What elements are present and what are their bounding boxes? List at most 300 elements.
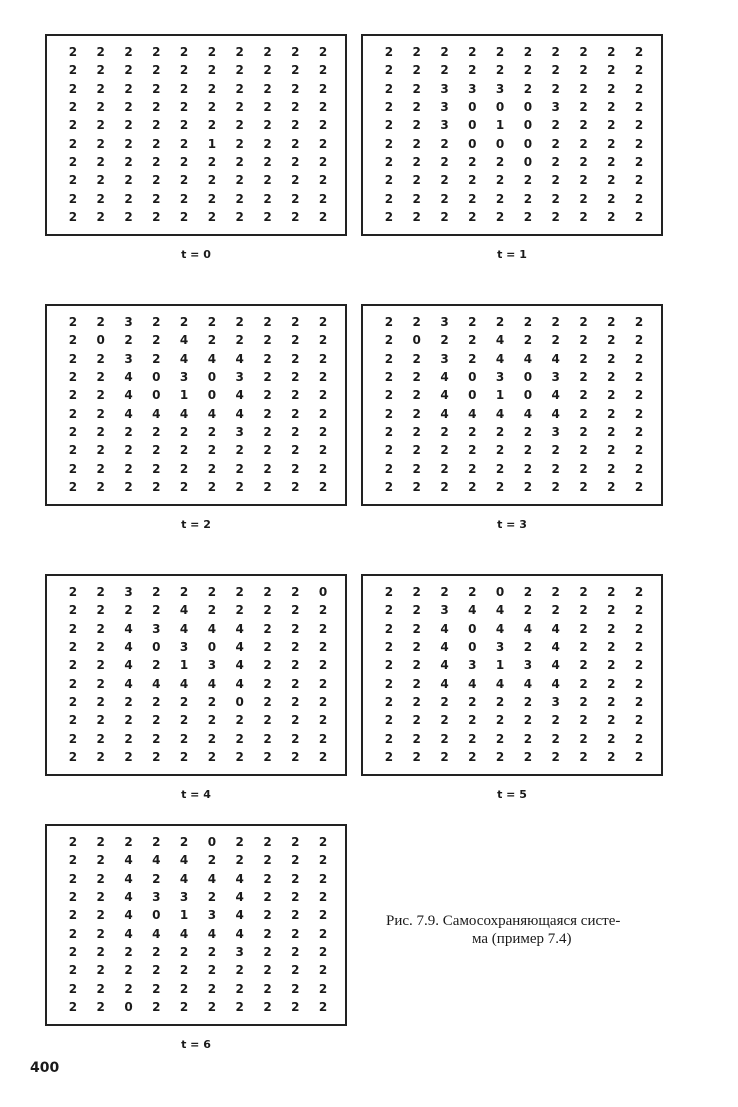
grid-cell: 2 (235, 118, 244, 133)
grid-cell: 2 (607, 621, 616, 636)
grid-cell: 2 (634, 694, 644, 709)
grid-cell: 2 (96, 603, 105, 618)
grid-cell: 2 (263, 981, 272, 996)
grid-cell: 2 (318, 603, 328, 618)
grid-cell: 2 (96, 118, 105, 133)
grid-cell: 2 (318, 118, 328, 133)
grid-cell: 2 (152, 694, 161, 709)
grid-cell: 2 (440, 694, 449, 709)
grid-cell: 2 (468, 694, 477, 709)
grid-cell: 2 (179, 479, 189, 494)
grid-cell: 2 (412, 209, 421, 224)
grid-cell: 2 (384, 154, 394, 169)
grid-cell: 2 (291, 388, 300, 403)
grid-cell: 2 (96, 640, 105, 655)
grid-cell: 4 (207, 406, 217, 421)
grid-cell: 2 (579, 676, 588, 691)
grid-cell: 2 (96, 100, 105, 115)
grid-cell: 2 (263, 640, 272, 655)
grid-cell: 2 (495, 461, 505, 476)
grid-cell: 4 (152, 406, 161, 421)
grid-cell: 2 (152, 871, 161, 886)
grid-cell: 2 (551, 173, 560, 188)
grid-cell: 2 (291, 351, 300, 366)
grid-cell: 2 (152, 658, 161, 673)
grid-cell: 2 (96, 191, 105, 206)
grid-cell: 4 (179, 406, 189, 421)
grid-cell: 2 (207, 154, 217, 169)
grid-cell: 2 (579, 640, 588, 655)
grid-cell: 2 (523, 191, 533, 206)
grid-cell: 2 (384, 209, 394, 224)
grid-cell: 2 (152, 136, 161, 151)
grid-cell: 4 (179, 603, 189, 618)
grid-cell: 2 (318, 640, 328, 655)
grid-cell: 2 (124, 981, 133, 996)
grid-cell: 2 (263, 406, 272, 421)
grid-cell: 2 (152, 63, 161, 78)
grid-cell: 2 (384, 388, 394, 403)
grid-cell: 2 (68, 749, 78, 764)
grid-cell: 2 (235, 100, 244, 115)
grid-cell: 2 (96, 890, 105, 905)
grid-cell: 2 (579, 749, 588, 764)
grid-cell: 2 (384, 603, 394, 618)
grid-cell: 2 (152, 999, 161, 1014)
grid-cell: 2 (468, 731, 477, 746)
grid-cell: 2 (634, 621, 644, 636)
grid-cell: 4 (124, 890, 133, 905)
grid-cell: 2 (318, 963, 328, 978)
grid-cell: 3 (440, 351, 449, 366)
grid-cell: 2 (96, 676, 105, 691)
grid-cell: 2 (634, 333, 644, 348)
grid-cell: 2 (235, 981, 244, 996)
grid-cell: 2 (179, 154, 189, 169)
grid-cell: 2 (124, 731, 133, 746)
grid-panel-5 (361, 574, 663, 776)
grid-cell: 2 (179, 713, 189, 728)
grid-cell: 3 (235, 370, 244, 385)
grid-cell: 2 (291, 640, 300, 655)
grid-cell: 2 (607, 640, 616, 655)
grid-cell: 2 (263, 100, 272, 115)
grid-cell: 2 (68, 926, 78, 941)
grid-cell: 2 (124, 81, 133, 96)
grid-cell: 2 (318, 388, 328, 403)
grid-cell: 2 (96, 154, 105, 169)
grid-cell: 0 (468, 118, 477, 133)
grid-cell: 2 (96, 621, 105, 636)
grid-cell: 2 (495, 479, 505, 494)
grid-cell: 2 (152, 749, 161, 764)
grid-cell: 4 (468, 406, 477, 421)
grid-cell: 2 (263, 479, 272, 494)
grid-cell: 2 (551, 154, 560, 169)
grid-cell: 2 (551, 63, 560, 78)
grid-cell: 2 (440, 443, 449, 458)
grid-cell: 0 (207, 640, 217, 655)
grid-cell: 2 (412, 136, 421, 151)
grid-cell: 2 (495, 315, 505, 330)
grid-cell: 2 (318, 81, 328, 96)
grid-cell: 2 (263, 944, 272, 959)
grid-cell: 4 (235, 676, 244, 691)
grid-cell: 2 (68, 871, 78, 886)
grid-cell: 2 (495, 63, 505, 78)
grid-cell: 2 (263, 908, 272, 923)
grid-cell: 2 (634, 315, 644, 330)
grid-cell: 0 (124, 999, 133, 1014)
grid-cell: 4 (440, 406, 449, 421)
grid-cell: 2 (412, 461, 421, 476)
grid-cell: 2 (318, 658, 328, 673)
grid-cell: 4 (235, 621, 244, 636)
grid-cell: 2 (263, 45, 272, 60)
grid-cell: 2 (68, 731, 78, 746)
grid-cell: 2 (384, 370, 394, 385)
grid-cell: 2 (291, 63, 300, 78)
grid-cell: 2 (318, 926, 328, 941)
state-grid (59, 313, 337, 496)
grid-cell: 2 (412, 370, 421, 385)
time-step-label: t = 4 (181, 788, 211, 801)
grid-cell: 3 (152, 621, 161, 636)
grid-cell: 2 (291, 45, 300, 60)
grid-cell: 2 (263, 658, 272, 673)
grid-cell: 2 (235, 173, 244, 188)
grid-cell: 0 (468, 370, 477, 385)
grid-cell: 2 (607, 713, 616, 728)
grid-cell: 2 (68, 63, 78, 78)
grid-cell: 3 (495, 640, 505, 655)
grid-cell: 2 (318, 890, 328, 905)
grid-cell: 2 (579, 388, 588, 403)
grid-cell: 2 (235, 963, 244, 978)
grid-cell: 3 (152, 890, 161, 905)
grid-cell: 2 (235, 749, 244, 764)
grid-cell: 2 (291, 658, 300, 673)
grid-cell: 2 (634, 603, 644, 618)
grid-cell: 2 (263, 676, 272, 691)
grid-cell: 2 (318, 209, 328, 224)
grid-cell: 2 (207, 999, 217, 1014)
grid-cell: 2 (152, 333, 161, 348)
grid-cell: 2 (468, 209, 477, 224)
grid-cell: 4 (551, 621, 560, 636)
grid-cell: 2 (318, 694, 328, 709)
grid-cell: 2 (384, 658, 394, 673)
grid-cell: 2 (179, 63, 189, 78)
grid-cell: 2 (384, 731, 394, 746)
grid-cell: 2 (551, 45, 560, 60)
grid-cell: 2 (634, 585, 644, 600)
grid-cell: 3 (551, 424, 560, 439)
grid-cell: 2 (412, 676, 421, 691)
grid-cell: 0 (152, 370, 161, 385)
grid-cell: 2 (495, 694, 505, 709)
grid-cell: 2 (412, 100, 421, 115)
grid-cell: 2 (384, 45, 394, 60)
grid-cell: 2 (263, 63, 272, 78)
grid-cell: 2 (124, 173, 133, 188)
grid-cell: 2 (607, 658, 616, 673)
grid-cell: 2 (607, 585, 616, 600)
grid-cell: 2 (207, 603, 217, 618)
grid-panel-6 (45, 824, 347, 1026)
grid-cell: 2 (207, 944, 217, 959)
grid-cell: 2 (384, 100, 394, 115)
grid-cell: 2 (207, 479, 217, 494)
grid-cell: 2 (468, 749, 477, 764)
grid-cell: 2 (634, 118, 644, 133)
grid-cell: 2 (579, 731, 588, 746)
grid-cell: 2 (318, 63, 328, 78)
grid-cell: 2 (634, 388, 644, 403)
grid-cell: 2 (152, 713, 161, 728)
grid-cell: 2 (318, 406, 328, 421)
grid-cell: 2 (551, 731, 560, 746)
grid-cell: 2 (179, 209, 189, 224)
grid-cell: 2 (384, 461, 394, 476)
grid-cell: 2 (291, 315, 300, 330)
grid-cell: 2 (68, 658, 78, 673)
grid-cell: 2 (152, 944, 161, 959)
grid-cell: 2 (152, 315, 161, 330)
grid-cell: 4 (523, 406, 533, 421)
grid-cell: 3 (179, 890, 189, 905)
grid-cell: 2 (384, 640, 394, 655)
grid-cell: 2 (523, 640, 533, 655)
grid-cell: 2 (318, 835, 328, 850)
grid-cell: 2 (495, 731, 505, 746)
grid-cell: 2 (152, 479, 161, 494)
grid-cell: 2 (495, 191, 505, 206)
grid-cell: 2 (96, 981, 105, 996)
state-grid (375, 43, 653, 226)
grid-cell: 4 (124, 621, 133, 636)
grid-cell: 4 (551, 658, 560, 673)
grid-cell: 2 (579, 370, 588, 385)
grid-cell: 0 (207, 370, 217, 385)
grid-cell: 2 (468, 585, 477, 600)
grid-cell: 4 (179, 351, 189, 366)
grid-cell: 2 (124, 191, 133, 206)
grid-cell: 2 (384, 585, 394, 600)
grid-cell: 2 (291, 443, 300, 458)
grid-cell: 2 (124, 694, 133, 709)
grid-cell: 2 (96, 351, 105, 366)
grid-cell: 2 (551, 81, 560, 96)
grid-cell: 3 (124, 351, 133, 366)
grid-cell: 3 (440, 315, 449, 330)
grid-cell: 2 (607, 443, 616, 458)
grid-cell: 0 (235, 694, 244, 709)
grid-cell: 2 (579, 621, 588, 636)
grid-cell: 2 (384, 443, 394, 458)
grid-cell: 2 (68, 351, 78, 366)
grid-cell: 4 (124, 658, 133, 673)
grid-cell: 2 (124, 100, 133, 115)
grid-cell: 2 (523, 603, 533, 618)
grid-cell: 2 (96, 585, 105, 600)
grid-cell: 2 (440, 154, 449, 169)
grid-cell: 4 (440, 621, 449, 636)
grid-cell: 2 (263, 424, 272, 439)
grid-cell: 2 (207, 443, 217, 458)
grid-cell: 2 (152, 443, 161, 458)
grid-cell: 2 (291, 173, 300, 188)
grid-cell: 2 (634, 676, 644, 691)
grid-cell: 2 (412, 45, 421, 60)
grid-cell: 2 (152, 461, 161, 476)
grid-cell: 2 (634, 443, 644, 458)
grid-cell: 2 (634, 658, 644, 673)
grid-cell: 2 (468, 191, 477, 206)
grid-cell: 2 (152, 154, 161, 169)
grid-cell: 2 (96, 871, 105, 886)
grid-cell: 2 (384, 424, 394, 439)
grid-cell: 2 (96, 388, 105, 403)
grid-cell: 2 (607, 406, 616, 421)
grid-cell: 2 (68, 835, 78, 850)
grid-cell: 2 (523, 479, 533, 494)
grid-cell: 2 (607, 731, 616, 746)
grid-cell: 4 (495, 333, 505, 348)
grid-cell: 2 (318, 315, 328, 330)
grid-cell: 2 (412, 479, 421, 494)
grid-cell: 2 (607, 461, 616, 476)
page-number: 400 (30, 1060, 60, 1076)
grid-cell: 2 (634, 191, 644, 206)
grid-cell: 2 (579, 351, 588, 366)
grid-cell: 2 (263, 461, 272, 476)
grid-cell: 2 (96, 713, 105, 728)
grid-cell: 0 (523, 370, 533, 385)
grid-cell: 4 (152, 853, 161, 868)
grid-cell: 0 (495, 100, 505, 115)
grid-cell: 2 (152, 585, 161, 600)
grid-cell: 2 (179, 694, 189, 709)
grid-cell: 3 (495, 81, 505, 96)
grid-cell: 2 (263, 853, 272, 868)
grid-cell: 2 (495, 713, 505, 728)
grid-cell: 2 (291, 713, 300, 728)
grid-cell: 2 (318, 370, 328, 385)
grid-cell: 2 (440, 461, 449, 476)
grid-cell: 2 (68, 963, 78, 978)
grid-cell: 2 (263, 999, 272, 1014)
grid-cell: 4 (207, 621, 217, 636)
grid-cell: 2 (412, 731, 421, 746)
grid-cell: 2 (96, 853, 105, 868)
grid-cell: 4 (124, 871, 133, 886)
grid-cell: 2 (179, 731, 189, 746)
grid-cell: 4 (440, 640, 449, 655)
grid-cell: 2 (412, 388, 421, 403)
grid-cell: 2 (68, 890, 78, 905)
grid-cell: 2 (68, 640, 78, 655)
grid-cell: 2 (263, 315, 272, 330)
grid-cell: 2 (179, 963, 189, 978)
grid-cell: 2 (207, 81, 217, 96)
grid-cell: 2 (523, 63, 533, 78)
grid-cell: 2 (384, 749, 394, 764)
grid-cell: 2 (291, 908, 300, 923)
grid-cell: 2 (291, 585, 300, 600)
state-grid (59, 43, 337, 226)
grid-cell: 2 (179, 136, 189, 151)
grid-cell: 2 (124, 461, 133, 476)
grid-cell: 2 (235, 45, 244, 60)
grid-cell: 2 (468, 154, 477, 169)
grid-cell: 2 (495, 45, 505, 60)
grid-cell: 0 (207, 835, 217, 850)
grid-cell: 2 (634, 749, 644, 764)
grid-cell: 0 (495, 136, 505, 151)
grid-cell: 2 (124, 154, 133, 169)
grid-cell: 2 (634, 81, 644, 96)
grid-cell: 4 (468, 676, 477, 691)
grid-cell: 1 (495, 388, 505, 403)
grid-cell: 0 (468, 640, 477, 655)
grid-cell: 2 (152, 118, 161, 133)
grid-cell: 2 (207, 713, 217, 728)
grid-cell: 2 (318, 136, 328, 151)
grid-cell: 2 (384, 351, 394, 366)
grid-cell: 4 (440, 658, 449, 673)
grid-cell: 2 (124, 118, 133, 133)
grid-cell: 2 (263, 871, 272, 886)
grid-cell: 2 (96, 749, 105, 764)
grid-cell: 2 (124, 63, 133, 78)
caption-line-2: ма (пример 7.4) (472, 931, 572, 947)
grid-cell: 2 (384, 191, 394, 206)
grid-cell: 2 (291, 154, 300, 169)
grid-cell: 2 (124, 45, 133, 60)
grid-cell: 2 (179, 173, 189, 188)
grid-cell: 2 (412, 63, 421, 78)
grid-cell: 2 (263, 963, 272, 978)
grid-cell: 0 (468, 388, 477, 403)
grid-cell: 2 (152, 981, 161, 996)
grid-cell: 2 (318, 479, 328, 494)
grid-cell: 2 (551, 191, 560, 206)
grid-cell: 3 (440, 81, 449, 96)
grid-cell: 2 (291, 118, 300, 133)
grid-cell: 2 (579, 209, 588, 224)
grid-cell: 2 (235, 835, 244, 850)
grid-cell: 2 (523, 694, 533, 709)
grid-cell: 2 (235, 443, 244, 458)
grid-cell: 2 (291, 999, 300, 1014)
grid-cell: 2 (607, 370, 616, 385)
grid-cell: 2 (634, 154, 644, 169)
grid-cell: 2 (152, 45, 161, 60)
grid-cell: 3 (235, 424, 244, 439)
grid-cell: 2 (551, 749, 560, 764)
grid-cell: 3 (207, 658, 217, 673)
grid-cell: 2 (68, 118, 78, 133)
grid-cell: 2 (440, 209, 449, 224)
grid-cell: 2 (607, 63, 616, 78)
grid-cell: 2 (291, 424, 300, 439)
grid-cell: 2 (495, 749, 505, 764)
grid-cell: 2 (384, 118, 394, 133)
grid-cell: 2 (235, 209, 244, 224)
grid-cell: 2 (579, 81, 588, 96)
grid-cell: 1 (495, 118, 505, 133)
